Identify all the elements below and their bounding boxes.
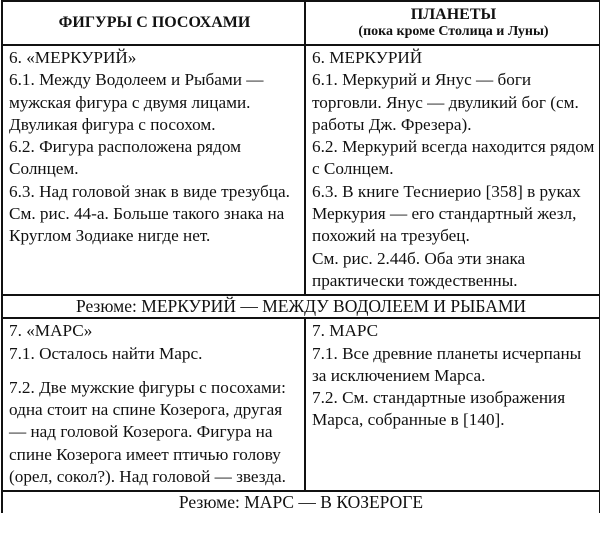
mercury-planet-cell [305, 45, 600, 295]
mars-resume-row [2, 491, 600, 513]
mars-left-item: 7.2. Две мужские фигуры с посохами: одна стоит на спине Козерога, другая — над головой Козерога. Фигура на спине Козерога имеет птичью голову (орел, сокол?). Над головой — звезда. [9, 377, 286, 487]
mars-resume: Резюме: МАРС — В КОЗЕРОГЕ [2, 491, 600, 513]
mars-left-heading: 7. «МАРС» [9, 321, 93, 341]
mars-right-item: 7.2. См. стандартные изображения Марса, собранные в [140]. [312, 388, 566, 430]
mercury-left-item: 6.2. Фигура расположена рядом Солнцем. [9, 137, 241, 179]
mars-left-item: 7.1. Осталось найти Марс. [9, 343, 203, 363]
table-header-row [2, 1, 600, 45]
header-col1-text: ФИГУРЫ С ПОСОХАМИ [58, 14, 251, 31]
mercury-right-heading: 6. МЕРКУРИЙ [312, 48, 423, 67]
mercury-figure-cell [2, 45, 305, 295]
mercury-right-item: 6.2. Меркурий всегда находится рядом с Солнцем. [312, 137, 595, 179]
mercury-right-item: 6.3. В книге Тесниерио [358] в руках Меркурия — его стандартный жезл, похожий на трезубец. [312, 181, 581, 246]
mercury-right-item: См. рис. 2.44б. Оба эти знака практически тождественны. [312, 248, 526, 290]
mercury-resume-row [2, 295, 600, 318]
mercury-resume: Резюме: МЕРКУРИЙ — МЕЖДУ ВОДОЛЕЕМ И РЫБАМИ [2, 295, 600, 318]
mercury-left-item: 6.1. Между Водолеем и Рыбами — мужская фигура с двумя лицами. Двуликая фигура с посохом. [9, 70, 264, 134]
header-col2-subtitle: (пока кроме Столица и Луны) [358, 24, 549, 39]
mars-row [2, 318, 600, 491]
header-planets [305, 1, 600, 45]
mars-right-heading: 7. МАРС [312, 321, 379, 341]
mars-right-item: 7.1. Все древние планеты исчерпаны за исключением Марса. [312, 343, 582, 385]
mercury-left-heading: 6. «МЕРКУРИЙ» [9, 48, 137, 67]
header-figures-with-staffs [2, 1, 305, 45]
comparison-table [1, 0, 600, 513]
spacer [9, 365, 300, 377]
mercury-left-item: 6.3. Над головой знак в виде трезубца. См. рис. 44-а. Больше такого знака на Круглом Зодиаке нигде нет. [9, 181, 290, 246]
mercury-right-item: 6.1. Меркурий и Янус — боги торговли. Янус — двуликий бог (см. работы Дж. Фрезера). [312, 70, 579, 134]
header-col2-title: ПЛАНЕТЫ [410, 6, 497, 23]
mars-planet-cell [305, 318, 600, 491]
mars-figure-cell [2, 318, 305, 491]
mercury-row [2, 45, 600, 295]
